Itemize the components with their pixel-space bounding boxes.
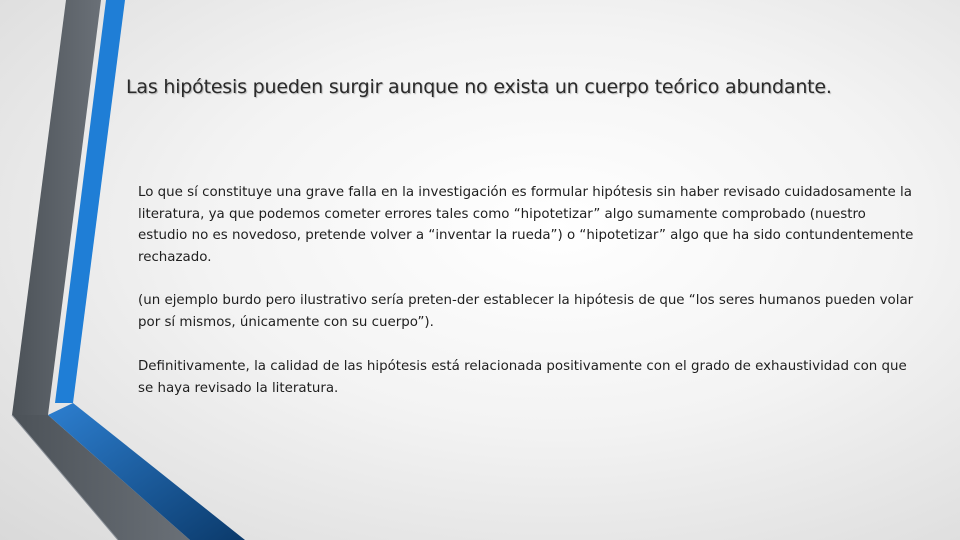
paragraph-conclusion: Definitivamente, la calidad de las hipótesis está relacionada positivamente con el grado de exhaustividad con que se haya revisado la literatura.	[138, 359, 907, 396]
slide-title: Las hipótesis pueden surgir aunque no exista un cuerpo teórico abundante.	[126, 76, 832, 98]
slide-body	[138, 182, 918, 421]
paragraph-example: (un ejemplo burdo pero ilustrativo sería preten-der establecer la hipótesis de que “los seres humanos pueden volar por sí mismos, únicamente con su cuerpo”).	[138, 293, 914, 330]
paragraph-literature-review: Lo que sí constituye una grave falla en la investigación es formular hipótesis sin haber revisado cuidadosamente la literatura, ya que podemos cometer errores tales como “hipotetizar” algo sumamente comprobado (nuestro estudio no es novedoso, pretende volver a “inventar la rueda”) o “hipotetizar” algo que ha sido contundentemente rechazado.	[138, 185, 914, 265]
